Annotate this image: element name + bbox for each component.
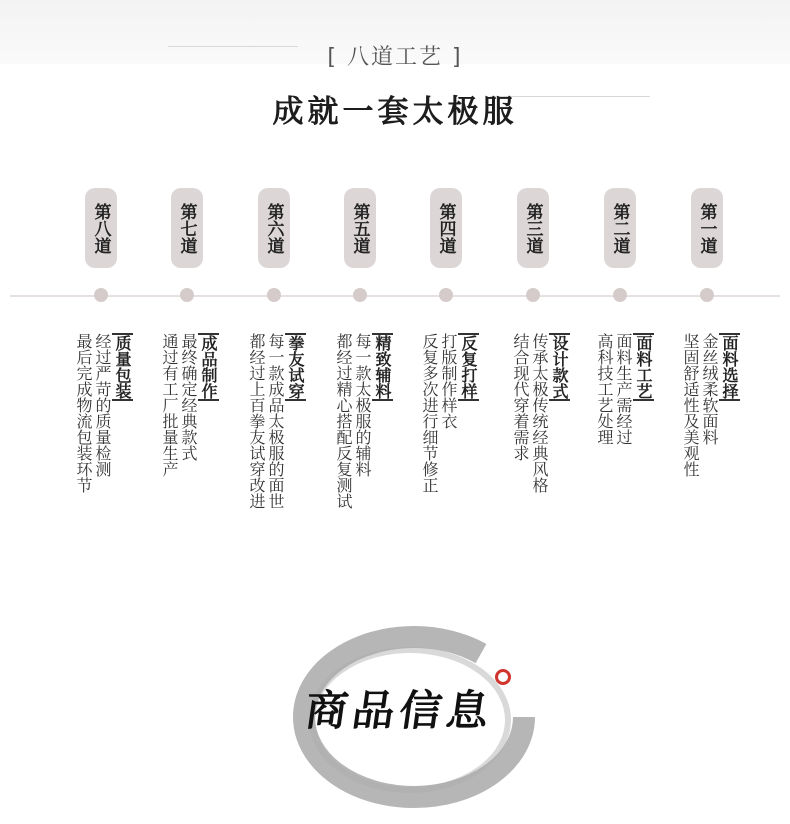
step-title-3: 设计款式 bbox=[550, 335, 569, 399]
step-desc-line: 都经过精心搭配反复测试 bbox=[334, 333, 353, 509]
step-desc-1 bbox=[679, 333, 719, 563]
step-desc-4 bbox=[418, 333, 458, 563]
step-desc-line: 面料生产需经过 bbox=[614, 333, 633, 445]
step-tag-label: 第一道 bbox=[696, 202, 717, 254]
step-desc-2 bbox=[593, 333, 633, 563]
timeline-dot bbox=[353, 288, 367, 302]
product-info-title: 商品信息 bbox=[302, 686, 498, 735]
step-desc-5 bbox=[332, 333, 372, 563]
step-tag-label: 第七道 bbox=[176, 202, 197, 254]
step-tag-label: 第八道 bbox=[90, 202, 111, 254]
step-title-6: 拳友试穿 bbox=[286, 335, 305, 399]
timeline-line bbox=[10, 295, 780, 297]
step-desc-line: 打版制作样衣 bbox=[439, 333, 458, 429]
step-tag-7 bbox=[171, 188, 203, 268]
step-desc-line: 最终确定经典款式 bbox=[179, 333, 198, 461]
step-desc-line: 坚固舒适性及美观性 bbox=[681, 333, 700, 477]
step-desc-line: 都经过上百拳友试穿改进 bbox=[247, 333, 266, 509]
timeline-dot bbox=[613, 288, 627, 302]
timeline-dot bbox=[180, 288, 194, 302]
step-tag-label: 第二道 bbox=[609, 202, 630, 254]
step-tag-5 bbox=[344, 188, 376, 268]
timeline-dot bbox=[94, 288, 108, 302]
step-tag-label: 第五道 bbox=[349, 202, 370, 254]
step-desc-line: 金丝绒柔软面料 bbox=[700, 333, 719, 445]
step-desc-line: 每一款太极服的辅料 bbox=[353, 333, 372, 477]
red-seal-icon bbox=[494, 668, 512, 686]
step-tag-6 bbox=[258, 188, 290, 268]
timeline-dot bbox=[526, 288, 540, 302]
step-title-4: 反复打样 bbox=[459, 335, 478, 399]
step-title-5: 精致辅料 bbox=[373, 335, 392, 399]
step-title-1: 面料选择 bbox=[720, 335, 739, 399]
step-tag-8 bbox=[85, 188, 117, 268]
timeline-dot bbox=[439, 288, 453, 302]
step-title-8: 质量包装 bbox=[113, 335, 132, 399]
step-desc-3 bbox=[509, 333, 549, 563]
step-desc-line: 经过严苛的质量检测 bbox=[93, 333, 112, 477]
step-desc-line: 传承太极传统经典风格 bbox=[530, 333, 549, 493]
timeline-dot bbox=[700, 288, 714, 302]
step-desc-8 bbox=[72, 333, 112, 563]
step-title-2: 面料工艺 bbox=[634, 335, 653, 399]
step-desc-line: 高科技工艺处理 bbox=[595, 333, 614, 445]
step-desc-line: 结合现代穿着需求 bbox=[511, 333, 530, 461]
step-tag-label: 第六道 bbox=[263, 202, 284, 254]
step-tag-2 bbox=[604, 188, 636, 268]
step-tag-label: 第四道 bbox=[435, 202, 456, 254]
step-title-7: 成品制作 bbox=[199, 335, 218, 399]
step-desc-line: 反复多次进行细节修正 bbox=[420, 333, 439, 493]
step-desc-line: 通过有工厂批量生产 bbox=[160, 333, 179, 477]
section-kicker: [ 八道工艺 ] bbox=[327, 45, 463, 70]
step-tag-label: 第三道 bbox=[522, 202, 543, 254]
step-desc-7 bbox=[158, 333, 198, 563]
step-desc-6 bbox=[245, 333, 285, 563]
step-desc-line: 最后完成物流包装环节 bbox=[74, 333, 93, 493]
step-tag-4 bbox=[430, 188, 462, 268]
step-tag-1 bbox=[691, 188, 723, 268]
section-title: 成就一套太极服 bbox=[272, 94, 518, 130]
step-desc-line: 每一款成品太极服的面世 bbox=[266, 333, 285, 509]
timeline-dot bbox=[267, 288, 281, 302]
step-tag-3 bbox=[517, 188, 549, 268]
